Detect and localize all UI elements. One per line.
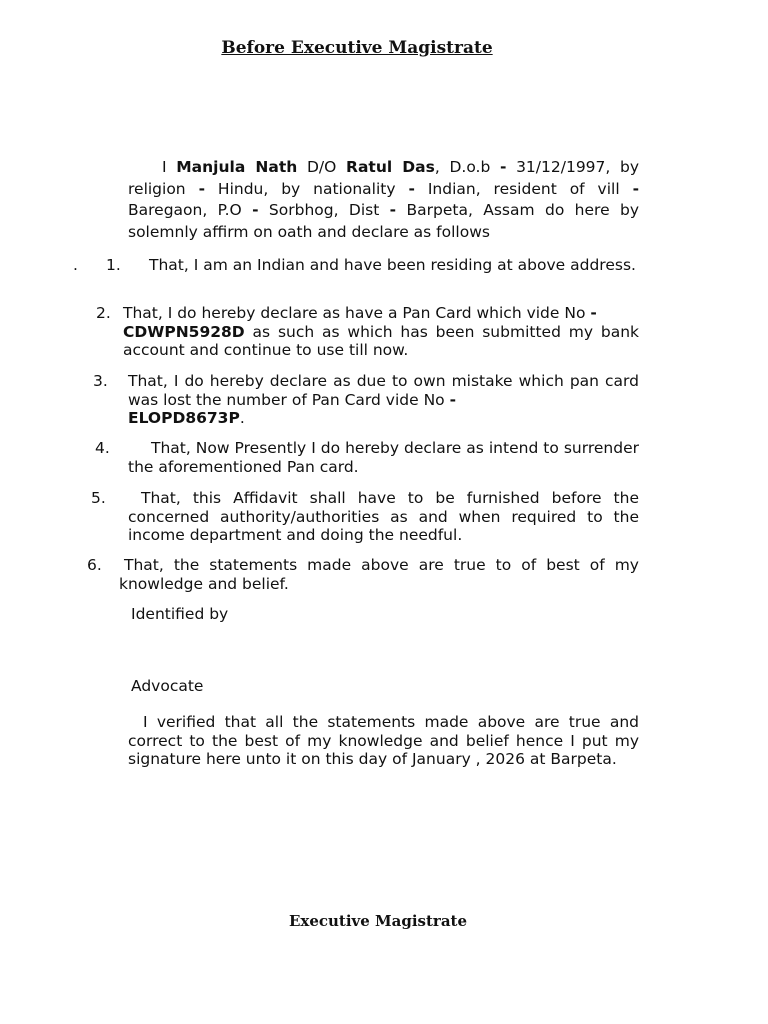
- item-text-2: That, I do hereby declare as have a Pan Card which vide No - CDWPN5928D as such as which has been submitted my bank account and continue to use till now.: [123, 304, 639, 359]
- deponent-name: Manjula Nath: [176, 158, 298, 176]
- item-text: That, I am an Indian and have been residing at above address.: [149, 256, 636, 274]
- item-number: 1.: [106, 256, 121, 274]
- item-number: 4.: [95, 439, 110, 457]
- pan-number-old: CDWPN5928D: [123, 322, 245, 341]
- pan-number-lost: ELOPD8673P: [128, 409, 240, 427]
- intro-paragraph: I Manjula Nath D/O Ratul Das, D.o.b - 31/12/1997, by religion - Hindu, by nationality - Indian, resident of vill - Baregaon, P.O - Sorbhog, Dist - Barpeta, Assam do here by solemnly affirm on oath and declare as follows: [128, 158, 640, 241]
- item-number: 3.: [93, 372, 108, 390]
- item-text-5: That, this Affidavit shall have to be furnished before the concerned authority/authorities as and when required to the income department and doing the needful.: [128, 489, 639, 544]
- verification-paragraph: I verified that all the statements made above are true and correct to the best of my knowledge and belief hence I put my signature here unto it on this day of January , 2026 at Barpeta.: [128, 713, 639, 768]
- item-number: 6.: [87, 556, 102, 574]
- item-text-4: That, Now Presently I do hereby declare as intend to surrender the aforementioned Pan card.: [128, 439, 639, 476]
- list-item: [106, 256, 639, 275]
- identified-by-label: Identified by: [131, 605, 229, 623]
- item-number: 2.: [96, 304, 111, 322]
- document-title: Before Executive Magistrate: [221, 38, 493, 58]
- signature-title: Executive Magistrate: [288, 912, 468, 930]
- item-text-3: That, I do hereby declare as due to own mistake which pan card was lost the number of Pan Card vide No - ELOPD8673P.: [128, 372, 639, 427]
- father-name: Ratul Das: [346, 158, 435, 176]
- advocate-label: Advocate: [131, 677, 204, 695]
- leading-dot: .: [73, 256, 78, 274]
- item-number: 5.: [91, 489, 106, 507]
- item-text-6: That, the statements made above are true to of best of my knowledge and belief.: [119, 556, 639, 593]
